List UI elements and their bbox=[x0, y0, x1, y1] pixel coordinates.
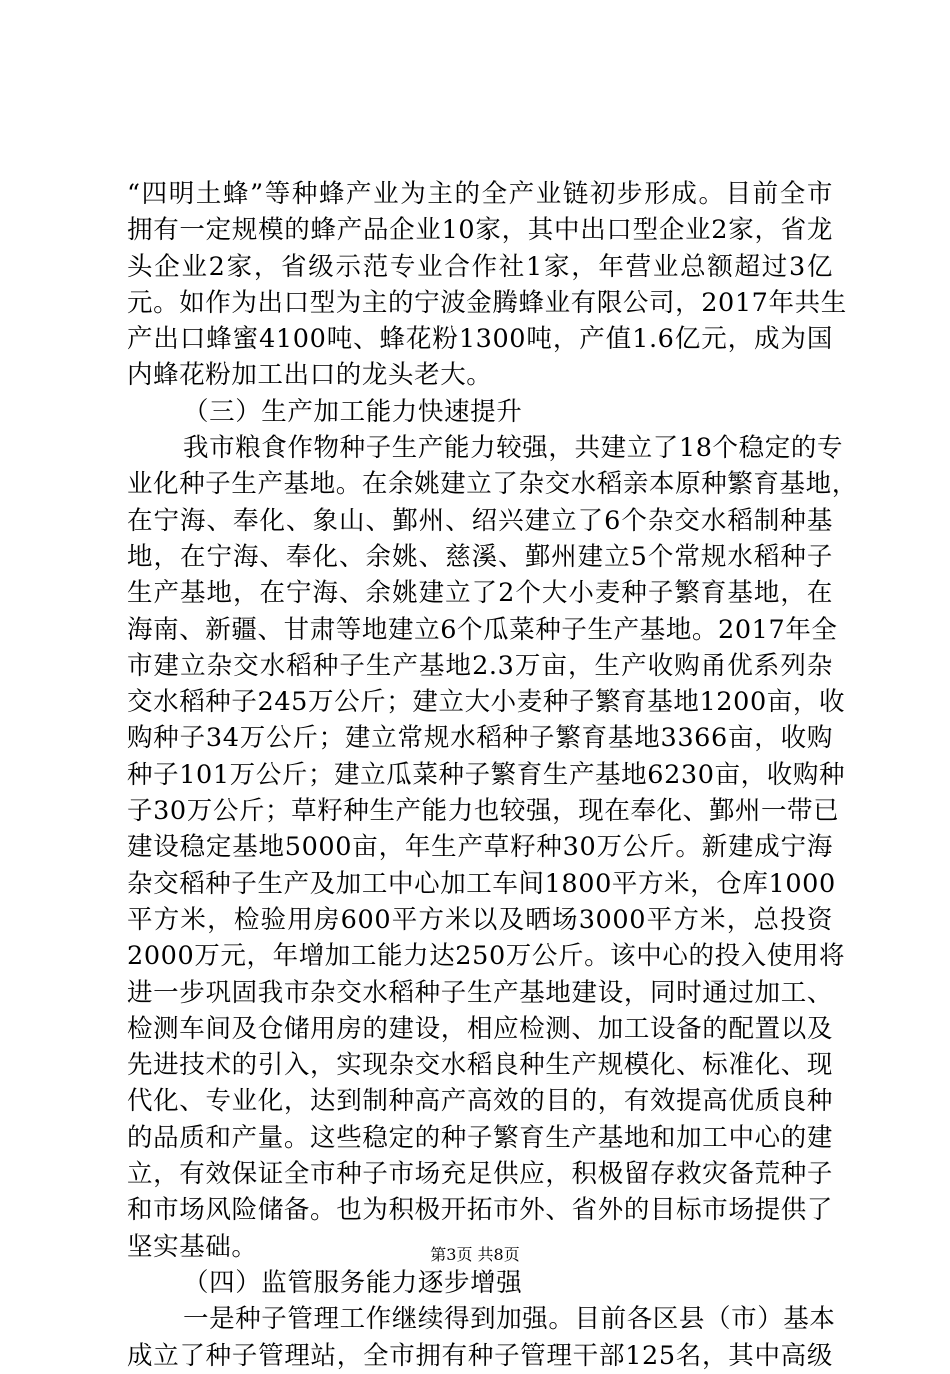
text-line: 生产基地，在宁海、余姚建立了2个大小麦种子繁育基地，在 bbox=[127, 578, 833, 609]
text-line: 的品质和产量。这些稳定的种子繁育生产基地和加工中心的建 bbox=[127, 1122, 833, 1153]
text-line: 购种子34万公斤；建立常规水稻种子繁育基地3366亩，收购 bbox=[127, 723, 833, 754]
text-line: 代化、专业化，达到制种高产高效的目的，有效提高优质良种 bbox=[127, 1086, 833, 1117]
text-line: 交水稻种子245万公斤；建立大小麦种子繁育基地1200亩，收 bbox=[127, 687, 846, 718]
text-line: 成立了种子管理站，全市拥有种子管理干部125名，其中高级 bbox=[127, 1340, 833, 1371]
text-line: 地，在宁海、奉化、余姚、慈溪、鄞州建立5个常规水稻种子 bbox=[127, 541, 833, 572]
text-line: 海南、新疆、甘肃等地建立6个瓜菜种子生产基地。2017年全 bbox=[127, 614, 838, 645]
text-line: 一是种子管理工作继续得到加强。目前各区县（市）基本 bbox=[183, 1304, 836, 1335]
text-line: 头企业2家，省级示范专业合作社1家，年营业总额超过3亿 bbox=[127, 251, 833, 282]
text-line: 产出口蜂蜜4100吨、蜂花粉1300吨，产值1.6亿元，成为国 bbox=[127, 324, 833, 355]
text-line: 平方米，检验用房600平方米以及晒场3000平方米，总投资 bbox=[127, 904, 833, 935]
text-line: 检测车间及仓储用房的建设，相应检测、加工设备的配置以及 bbox=[127, 1013, 833, 1044]
text-line: 杂交稻种子生产及加工中心加工车间1800平方米，仓库1000 bbox=[127, 868, 836, 899]
text-line: 我市粮食作物种子生产能力较强，共建立了18个稳定的专 bbox=[183, 433, 844, 464]
text-line: 市建立杂交水稻种子生产基地2.3万亩，生产收购甬优系列杂 bbox=[127, 650, 833, 681]
text-line: 元。如作为出口型为主的宁波金腾蜂业有限公司，2017年共生 bbox=[127, 287, 847, 318]
page-number-footer: 第3页 共8页 bbox=[430, 1245, 520, 1264]
text-line: 和市场风险储备。也为积极开拓市外、省外的目标市场提供了 bbox=[127, 1195, 833, 1226]
text-line: 进一步巩固我市杂交水稻种子生产基地建设，同时通过加工、 bbox=[127, 977, 833, 1008]
section-heading: （三）生产加工能力快速提升 bbox=[183, 396, 523, 427]
text-line: 2000万元，年增加工能力达250万公斤。该中心的投入使用将 bbox=[127, 941, 846, 972]
text-line: 先进技术的引入，实现杂交水稻良种生产规模化、标准化、现 bbox=[127, 1050, 833, 1081]
text-line: 在宁海、奉化、象山、鄞州、绍兴建立了6个杂交水稻制种基 bbox=[127, 505, 833, 536]
text-line: 内蜂花粉加工出口的龙头老大。 bbox=[127, 360, 493, 391]
text-line: 建设稳定基地5000亩，年生产草籽种30万公斤。新建成宁海 bbox=[127, 832, 833, 863]
section-heading: （四）监管服务能力逐步增强 bbox=[183, 1267, 523, 1298]
text-line: 立，有效保证全市种子市场充足供应，积极留存救灾备荒种子 bbox=[127, 1159, 833, 1190]
text-line: 拥有一定规模的蜂产品企业10家，其中出口型企业2家，省龙 bbox=[127, 215, 833, 246]
text-line: 坚实基础。 bbox=[127, 1231, 258, 1262]
text-line: 种子101万公斤；建立瓜菜种子繁育生产基地6230亩，收购种 bbox=[127, 759, 846, 790]
text-line: 业化种子生产基地。在余姚建立了杂交水稻亲本原种繁育基地， bbox=[127, 469, 858, 500]
text-line: 子30万公斤；草籽种生产能力也较强，现在奉化、鄞州一带已 bbox=[127, 796, 840, 827]
text-line: “四明土蜂”等种蜂产业为主的全产业链初步形成。目前全市 bbox=[127, 179, 833, 209]
document-body bbox=[127, 176, 858, 1374]
